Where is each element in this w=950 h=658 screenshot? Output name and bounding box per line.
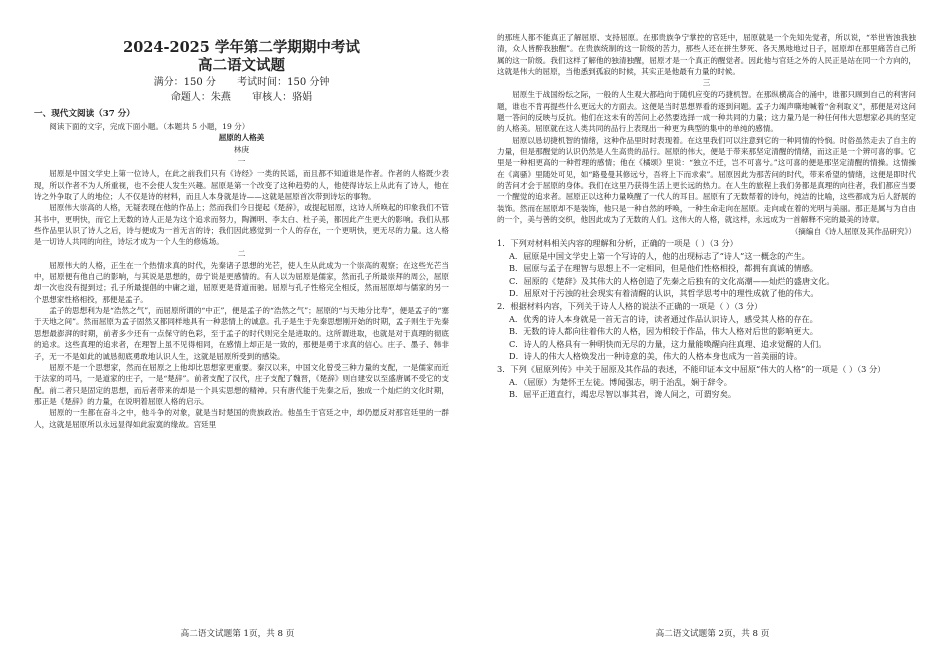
paragraph: 的那班人都不能真正了解屈原、支持屈原。在那贵族争宁掌控的官廷中，屈原就是一个先知先觉者，所以说，“举世皆浊我独清，众人皆醉我独醒”。在贵族统制的这一阶级的苦力，那些人还在拼生梦死、各天黑地地过日子，屈原却在那里痛苦自己所属的这一阶级。我们这样了解他的独清独醒，屈原才是一个真正的醒觉者。因此他与官廷之外的人民正是站在同一个方向的，这就是伟大的屈原，当他悉到孤寂的时候，其实正是他最有力量的时候。	[497, 33, 916, 77]
paragraph: 屈原不是一个思想家，然而在屈原之上他却比思想家更重要。秦汉以来，中国文化曾受三种力量的支配，一是儒家而近于法家的司马，一是道家的庄子，一是“楚辞”。前者支配了汉代，庄子支配了魏晋，《楚辞》则自建安以至盛唐属不受它的支配。前二者只是固定的思想，而后者带来的却是一个具实思想的精神。只有唐代能于先秦之后，独成一个灿烂的文化时期，那正是《楚辞》的力量，在说明着屈原人格的启示。	[34, 362, 449, 406]
question-3: 3．下列《屈原列传》中关于屈原及其作品的表述，不能印证本文中屈原“伟大的人格”的一项是（ ）（3 分）	[497, 363, 886, 374]
question-2-option-c: C．诗人的人格具有一种明快而无尽的力量，这力量能唤醒向往真理、追求觉醒的人们。	[509, 338, 827, 349]
question-1-option-a: A．屈原是中国文学史上第一个写诗的人，他的出现标志了“诗人”这一概念的产生。	[509, 250, 810, 261]
exam-time: 考试时间：150 分钟	[237, 77, 330, 88]
full-score: 满分：150 分	[153, 77, 216, 88]
exam-subtitle: 高二语文试题	[198, 57, 285, 74]
part-two-marker: 二	[237, 248, 246, 258]
page-footer: 高二语文试题第 2页，共 8 页	[655, 629, 770, 639]
article-author: 林庚	[233, 145, 250, 155]
paragraph: 屈原是中国文学史上第一位诗人，在此之前我们只有《诗经》一类的民谣，而且都不知道谁是作者。作者的人格既少表现，所以作者不为人所重视，也不会使人发生兴趣。屈原是第一个改变了这种趋势的人，他使得诗坛上从此有了诗人，他在诗之外争取了人的地位；人不仅是诗的材料，而且人本身就是诗——这就是屈原首次带到诗坛的事物。	[34, 169, 449, 202]
setter: 命题人：朱燕	[170, 92, 231, 103]
question-2: 2．根据材料内容，下列关于诗人人格的说法不正确的一项是（ ）（3 分）	[497, 300, 763, 311]
reading-instruction: 阅读下面的文字，完成下面小题。（本题共 5 小题，19 分）	[49, 122, 250, 131]
paragraph: 屈原生于战国纷纭之际，一般的人生观大都趋向于随机应变的巧捷机智。在那纵横高合的涌中，谁都只顾到自己的利害问题，谁也不肯再提些什么更远大的方面去。这便是当时思想界看的逐到问题。孟子力竭声嘶地喊着“舍利取义”，那便是对这问题一答问的反映与反抗。他们在这未有的苦问上必然要选择一成一种共同的力量；这力量乃是一种任何伟大思想家必具的坚定的人格美。屈原就在这人类共同的品行上表现出一种更为典型的集中的单纯的感情。	[497, 90, 916, 134]
question-1: 1．下列对材料相关内容的理解和分析，正确的一项是（ ）（3 分）	[497, 238, 738, 248]
page-two	[475, 0, 950, 658]
page-footer: 高二语文试题第 1页，共 8 页	[180, 629, 295, 639]
paragraph: 屈原伟大崇高的人格，无疑表现在他的作品上；然而我们今日提起《楚辞》，或提起屈原，这诗人所唤起的印象我们不管其书中，更明快，而它上无数的诗人正是为这个追求而努力，陶渊明、李太白、杜子美，都因此产生更大的影响。我们从那些作品里认识了诗人之后，诗与便成为一首无言的诗；我们因此感觉到一个人的存在，一个更明快，更无尽的力量。这人格是一切诗人共同的向往，诗坛才成为一个人生的修炼场。	[34, 203, 449, 247]
exam-meta-line2	[34, 90, 449, 105]
question-1-option-c: C．屈原的《楚辞》及其伟大的人格创造了先秦之后独有的文化高潮——灿烂的盛唐文化。	[509, 275, 835, 286]
question-3-option-a: A．（屈原）为楚怀王左徒。博闻强志，明于治乱，娴于辞令。	[509, 376, 732, 387]
reviewer: 审核人：骆娟	[252, 92, 313, 103]
question-1-option-b: B．屈原与孟子在理智与思想上不一定相同，但是他们性格相投，都拥有真诚的情感。	[509, 263, 818, 274]
question-1-option-d: D．屈原对于污浊的社会现实有着清醒的认识，其哲学思考中的理性成就了他的伟大。	[509, 288, 819, 299]
question-2-option-d: D．诗人的伟大人格焕发出一种诗意的美，伟大的人格本身也成为一首美丽的诗。	[509, 351, 803, 362]
exam-meta-line1	[34, 75, 449, 90]
article-title: 屈原的人格美	[218, 133, 265, 143]
paragraph: 屈原以恳切捷机智的情绪，这种作品里时时表现着。在这里我们可以注意到它的一种同情的怜悯。时俗虽然走去了自主的力量，但是那醒觉的认识仍然是人生高贵的品行。屈原的伟大，便是于带来那坚定清醒的情绪，而这正是一个辨可喜的事。它里是一种相更高的一种哲理的感情；他在《橘颂》里说：“独立不迁，岂不可喜兮。”这可喜的便是那坚定清醒的情操。这情操在《离骚》里随处可见，如“路曼曼其修远兮，吾将上下而求索”。屈原因此为那苦问的时代，带来希望的情绪，这便是即时代的苦问才会于屈原的身体。我们在这里乃获得生活上更长远的热力。在人生的旅程上我们务都是真理的向往者，我们都应当要一个醒觉的追求者。屈原正以这种力量唤醒了一代人的耳目。屈原有了无数帮着的诗句，纯洁的比喻，这些都成为后人舒展的装饰。然而在屈原却不是装饰，他只是一种自然的呼唤，一种生命走向在屈原。走向或在着的光明与美丽。那正是属与为自由的一个，美与善的交织，他因此成为了无数的人们。这伟大的人格，就这样，永远成为一首解释不完的最美的诗章。	[497, 135, 916, 225]
paragraph: 屈原的一生都在奋斗之中，他斗争的对象，就是当时楚国的贵族政治。他虽生于官廷之中，却仍愿反对那官廷里的一群人，这就是屈原所以永远显得如此寂寞的缘故。宫廷里	[34, 408, 449, 429]
exam-title: 2024-2025 学年第二学期期中考试	[123, 39, 360, 56]
article-source: （摘编自《诗人屈原及其作品研究》）	[790, 226, 916, 236]
part-one-marker: 一	[237, 157, 246, 167]
section-heading: 一、现代文阅读（37 分）	[34, 109, 135, 119]
paragraph: 孟子的思想利为是“浩然之气”，而屈原所谓的“中正”，便是孟子的“浩然之气”；屈原的“与天地分比寿”，便是孟子的“塞于天地之间”。然而屈原为孟子固然又都同样地具有一种悲情上的诚意。孔子是生于先秦思想刚开始的时期，孟子则生于先秦思想最澎湃的时期，前者多少还有一点保守的色彩，至于孟子的时代则完全是进取的。这所谓进取，也就是对于真理的彻底的追求。这些真理的追求者，在理智上虽不见得相同，在感情上却正是一致的，那便是勇于求真的信心。庄子、墨子、韩非子，无一不是如此的诚恳彻底勇敢地认识人生，这就是屈原所受到的感染。	[34, 306, 449, 361]
paragraph: 屈原伟大的人格，正生在一个热情求真的时代，先秦诸子思想的光芒，使人生从此成为一个崇高的观察；在这些光芒当中，屈原便有他自己的影响，与其说是思想的，毋宁说是更感情的。有人以为屈原是儒家，然而孔子所最崇拜的周公，屈原却一次也没有提到过；孔子所最提倡的中庸之道，屈原更是背道而驰。屈原与孔子性格完全相反，然而屈原却与儒家的另一个思想家性格相投，那便是孟子。	[34, 260, 449, 304]
question-2-option-b: B．无数的诗人都向往着伟大的人格，因为相较于作品，伟大人格对后世的影响更大。	[509, 326, 818, 337]
question-2-option-a: A．优秀的诗人本身就是一首无言的诗，读者通过作品认识诗人，感受其人格的存在。	[509, 313, 818, 324]
question-3-option-b: B．屈平正道直行，竭忠尽智以事其君，谗人间之，可谓穷矣。	[509, 389, 737, 400]
part-three-marker: 三	[702, 78, 711, 88]
